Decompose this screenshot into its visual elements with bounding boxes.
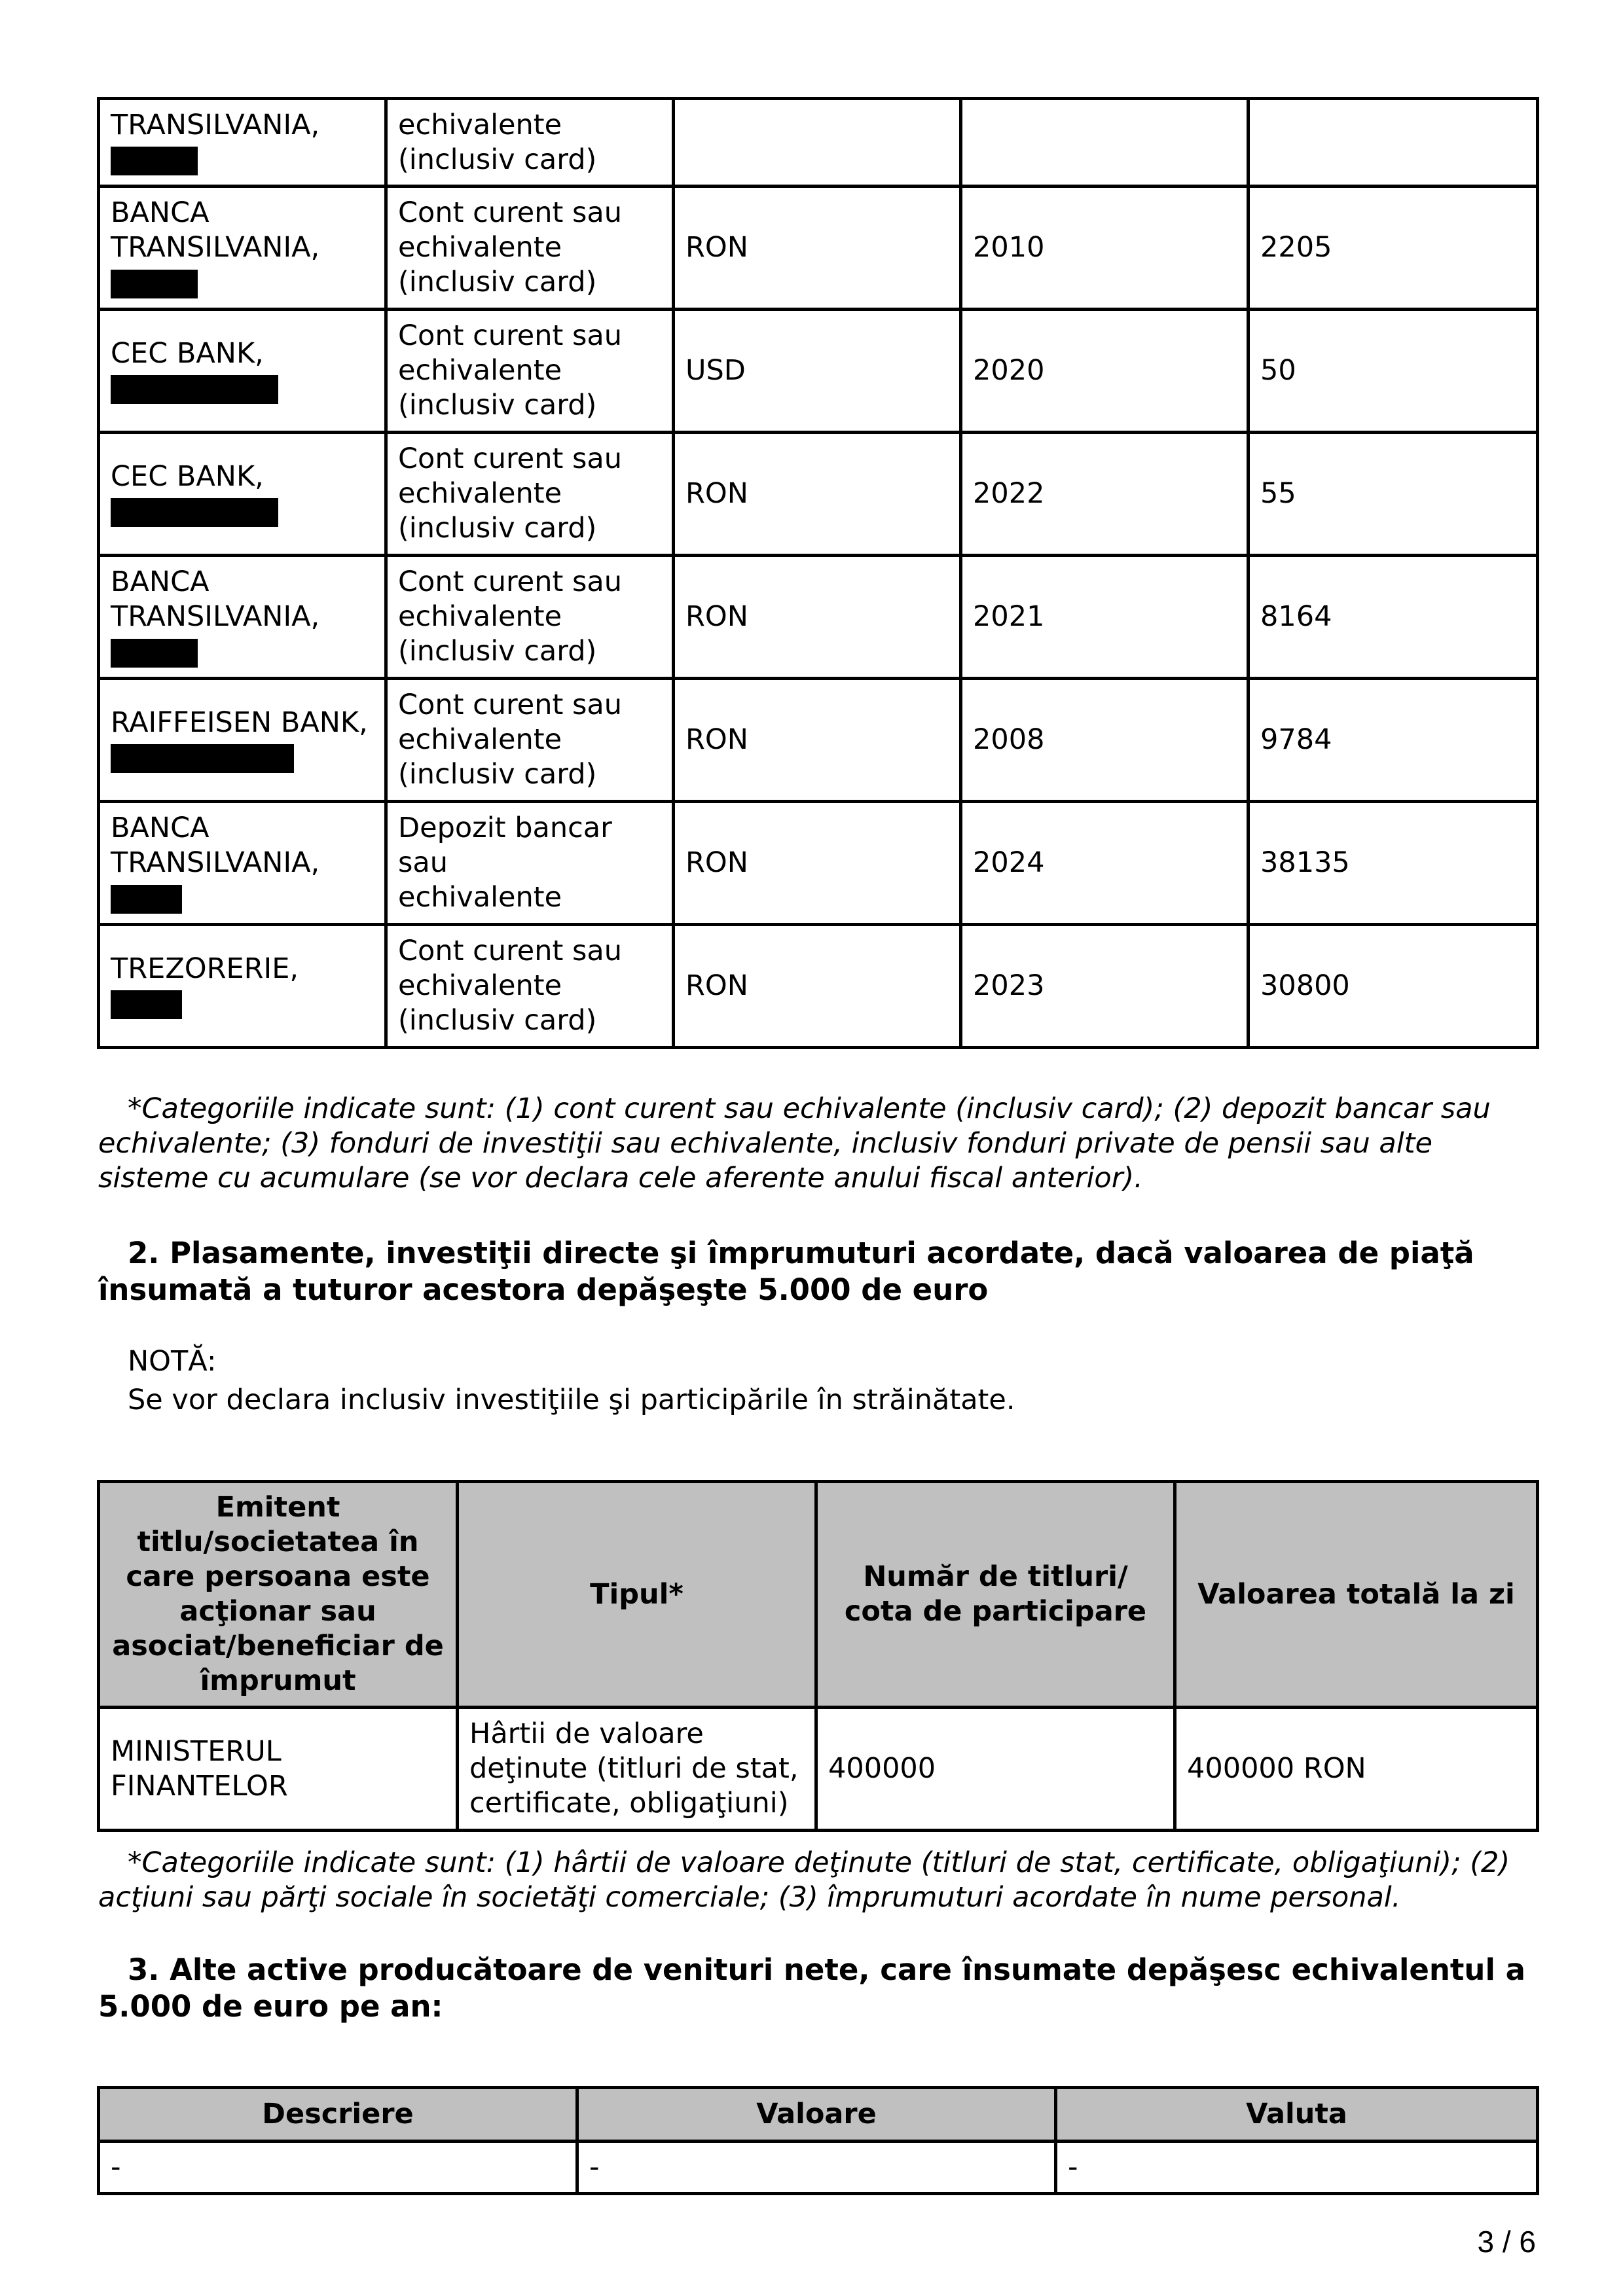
category-cell: Cont curent sau echivalente (inclusiv card) bbox=[386, 679, 674, 802]
bank-cell: CEC BANK, bbox=[99, 433, 386, 556]
currency-cell: - bbox=[1056, 2142, 1538, 2194]
currency-cell: RON bbox=[674, 433, 961, 556]
table-header-row bbox=[99, 2088, 1538, 2142]
table-row bbox=[99, 925, 1538, 1048]
redaction-bar bbox=[111, 744, 294, 773]
currency-cell bbox=[674, 99, 961, 187]
redaction-bar bbox=[111, 885, 182, 914]
currency-cell: USD bbox=[674, 310, 961, 433]
category-cell: Cont curent sau echivalente (inclusiv card) bbox=[386, 556, 674, 679]
year-cell: 2022 bbox=[961, 433, 1249, 556]
table-row bbox=[99, 310, 1538, 433]
amount-cell: 38135 bbox=[1249, 802, 1538, 925]
count-cell: 400000 bbox=[816, 1708, 1175, 1831]
investments-footnote: *Categoriile indicate sunt: (1) hârtii de valoare deţinute (titluri de stat, certificate, obligaţiuni); (2) acţiuni sau părţi sociale în societăţi comerciale; (3) împrumuturi acordate în nume personal. bbox=[98, 1846, 1510, 1914]
redaction-bar bbox=[111, 990, 182, 1019]
header-count: Număr de titluri/ cota de participare bbox=[816, 1482, 1175, 1708]
amount-cell: 9784 bbox=[1249, 679, 1538, 802]
table-row bbox=[99, 679, 1538, 802]
header-currency: Valuta bbox=[1056, 2088, 1538, 2142]
other-assets-table bbox=[97, 2086, 1539, 2195]
bank-cell: BANCA TRANSILVANIA, bbox=[99, 556, 386, 679]
investments-table bbox=[97, 1480, 1539, 1832]
year-cell: 2023 bbox=[961, 925, 1249, 1048]
redaction-bar bbox=[111, 498, 278, 527]
redaction-bar bbox=[111, 147, 198, 175]
page-number: 3 / 6 bbox=[1477, 2225, 1536, 2259]
header-type: Tipul* bbox=[458, 1482, 816, 1708]
note-label: NOTĂ: bbox=[128, 1345, 217, 1378]
amount-cell: 50 bbox=[1249, 310, 1538, 433]
currency-cell: RON bbox=[674, 802, 961, 925]
amount-cell: 2205 bbox=[1249, 187, 1538, 310]
redaction-bar bbox=[111, 639, 198, 668]
bank-cell: RAIFFEISEN BANK, bbox=[99, 679, 386, 802]
table-row bbox=[99, 2142, 1538, 2194]
bank-cell: BANCA TRANSILVANIA, bbox=[99, 187, 386, 310]
currency-cell: RON bbox=[674, 187, 961, 310]
year-cell: 2020 bbox=[961, 310, 1249, 433]
table-row bbox=[99, 556, 1538, 679]
bank-cell: CEC BANK, bbox=[99, 310, 386, 433]
accounts-table bbox=[97, 97, 1539, 1049]
header-issuer: Emitent titlu/societatea în care persoana este acţionar sau asociat/beneficiar de împrumut bbox=[99, 1482, 458, 1708]
currency-cell: RON bbox=[674, 925, 961, 1048]
category-cell: Cont curent sau echivalente (inclusiv card) bbox=[386, 187, 674, 310]
amount-cell: 55 bbox=[1249, 433, 1538, 556]
year-cell bbox=[961, 99, 1249, 187]
table-row bbox=[99, 99, 1538, 187]
description-cell: - bbox=[99, 2142, 577, 2194]
value-cell: - bbox=[577, 2142, 1056, 2194]
amount-cell: 8164 bbox=[1249, 556, 1538, 679]
table-row bbox=[99, 802, 1538, 925]
bank-cell: BANCA TRANSILVANIA, bbox=[99, 802, 386, 925]
year-cell: 2010 bbox=[961, 187, 1249, 310]
note-text: Se vor declara inclusiv investiţiile şi participările în străinătate. bbox=[128, 1384, 1015, 1416]
table-header-row bbox=[99, 1482, 1538, 1708]
category-cell: echivalente (inclusiv card) bbox=[386, 99, 674, 187]
type-cell: Hârtii de valoare deţinute (titluri de stat, certificate, obligaţiuni) bbox=[458, 1708, 816, 1831]
currency-cell: RON bbox=[674, 556, 961, 679]
bank-cell: TREZORERIE, bbox=[99, 925, 386, 1048]
category-cell: Cont curent sau echivalente (inclusiv card) bbox=[386, 925, 674, 1048]
category-cell: Cont curent sau echivalente (inclusiv card) bbox=[386, 310, 674, 433]
category-cell: Depozit bancar sau echivalente bbox=[386, 802, 674, 925]
bank-cell: TRANSILVANIA, bbox=[99, 99, 386, 187]
table-row bbox=[99, 187, 1538, 310]
currency-cell: RON bbox=[674, 679, 961, 802]
section-2-title: 2. Plasamente, investiţii directe şi împrumuturi acordate, dacă valoarea de piaţă însumată a tuturor acestora depăşeşte 5.000 de euro bbox=[98, 1236, 1474, 1307]
table-row bbox=[99, 1708, 1538, 1831]
value-cell: 400000 RON bbox=[1175, 1708, 1538, 1831]
header-description: Descriere bbox=[99, 2088, 577, 2142]
category-cell: Cont curent sau echivalente (inclusiv card) bbox=[386, 433, 674, 556]
year-cell: 2024 bbox=[961, 802, 1249, 925]
header-value: Valoarea totală la zi bbox=[1175, 1482, 1538, 1708]
amount-cell: 30800 bbox=[1249, 925, 1538, 1048]
issuer-cell: MINISTERUL FINANTELOR bbox=[99, 1708, 458, 1831]
section-3-title: 3. Alte active producătoare de venituri nete, care însumate depăşesc echivalentul a 5.000 de euro pe an: bbox=[98, 1952, 1525, 2024]
accounts-footnote: *Categoriile indicate sunt: (1) cont curent sau echivalente (inclusiv card); (2) depozit bancar sau echivalente; (3) fonduri de investiţii sau echivalente, inclusiv fonduri private de pensii sau alte sisteme cu acumulare (se vor declara cele aferente anului fiscal anterior). bbox=[98, 1092, 1491, 1194]
redaction-bar bbox=[111, 270, 198, 298]
header-value: Valoare bbox=[577, 2088, 1056, 2142]
redaction-bar bbox=[111, 375, 278, 404]
year-cell: 2008 bbox=[961, 679, 1249, 802]
amount-cell bbox=[1249, 99, 1538, 187]
year-cell: 2021 bbox=[961, 556, 1249, 679]
table-row bbox=[99, 433, 1538, 556]
